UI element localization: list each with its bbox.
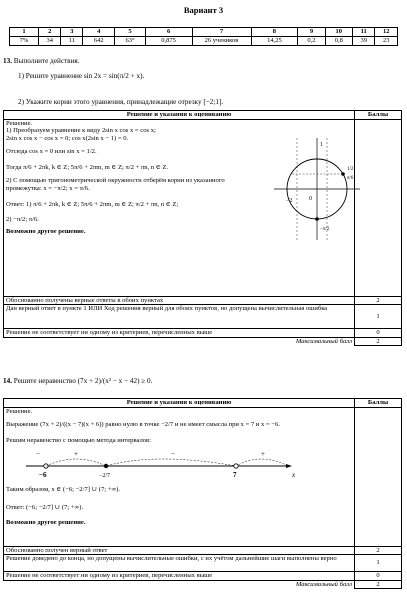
criterion-points: 2 (355, 546, 402, 555)
task14-table (3, 398, 402, 589)
criterion-text: Решение не соответствует ни одному из критериев, перечисленных выше (4, 572, 355, 581)
task14-solution-row (4, 407, 402, 546)
task13-heading (3, 57, 80, 65)
points-column-header: Баллы (355, 111, 402, 120)
answer-number: 3 (61, 28, 83, 37)
max-score-label: Максимальный балл (4, 337, 355, 346)
criterion-points: 1 (355, 305, 402, 329)
criteria-row (4, 572, 402, 581)
task13-line3: Отсюда cos x = 0 или sin x = 1/2. (6, 148, 97, 156)
answer-value: 642 (83, 37, 115, 46)
task13-other-solution: Возможно другое решение. (6, 227, 86, 235)
task13-solution-row (4, 119, 402, 296)
max-score-value: 2 (355, 337, 402, 346)
task13-header-row (4, 111, 402, 120)
answer-number: 4 (83, 28, 115, 37)
answer-number: 11 (352, 28, 374, 37)
point-7 (234, 464, 238, 468)
answer-value: 0,875 (145, 37, 192, 46)
solution-column-header: Решение и указания к оцениванию (4, 111, 355, 120)
answer-number: 10 (325, 28, 352, 37)
criterion-text: Обоснованно получен верный ответ (4, 546, 355, 555)
answer-value: 11 (61, 37, 83, 46)
task13-part2: 2) Укажите корни этого уравнения, принадлежащие отрезку [−2;1]. (18, 98, 224, 106)
criterion-points: 0 (355, 329, 402, 338)
criteria-row (4, 546, 402, 555)
max-score-label: Максимальный балл (4, 580, 355, 589)
answer-number: 6 (145, 28, 192, 37)
task13-line1: 1) Преобразуем уравнение к виду 2sin x cos x = cos x; (6, 127, 156, 135)
task14-number: 14. (3, 377, 12, 385)
number-line-arrow (286, 464, 292, 468)
answer-value: 0,2 (298, 37, 325, 46)
answer-number: 1 (10, 28, 39, 37)
axis-label-x: x (292, 471, 296, 480)
task13-line6: Ответ: 1) π/6 + 2πk, k ∈ Z; 5π/6 + 2πm, m ∈ Z; π/2 + πn, n ∈ Z; (6, 200, 179, 208)
point-pi-6 (341, 172, 345, 176)
answer-number: 7 (192, 28, 251, 37)
criterion-text: Решение не соответствует ни одному из критериев, перечисленных выше (4, 329, 355, 338)
criterion-points: 2 (355, 296, 402, 305)
task14-other-solution: Возможно другое решение. (6, 519, 86, 527)
sign-plus-middle: + (74, 450, 78, 459)
task13-table (3, 110, 402, 346)
circle-label-half: 1/2 (347, 166, 354, 172)
task13-part1: 1) Решите уравнение sin 2x = sin(π/2 + x). (18, 72, 145, 80)
max-score-value: 2 (355, 580, 402, 589)
answers-table (9, 27, 398, 46)
criteria-row (4, 305, 402, 329)
criterion-text: Решение доведено до конца, но допущены вычислительные ошибки, с их учётом дальнейшие шаги выполнены верно (4, 555, 355, 572)
label-7: 7 (233, 471, 237, 480)
trig-circle-diagram (272, 134, 362, 244)
answer-number: 2 (38, 28, 60, 37)
task14-line3: Таким образом, x ∈ (−6; −2/7] ∪ (7; +∞). (6, 486, 120, 494)
sign-minus-left: − (36, 450, 40, 459)
criterion-text: Обоснованно получены верные ответы в обоих пунктах (4, 296, 355, 305)
criteria-row (4, 555, 402, 572)
task14-line4: Ответ: (−6; −2/7] ∪ (7; +∞). (6, 503, 84, 511)
task14-solution-points (355, 407, 402, 546)
circle-label-zero: 0 (309, 195, 312, 202)
circle-label-minus-two: −2 (286, 197, 293, 204)
answer-value: 39 (352, 37, 374, 46)
task14-solution-cell (4, 407, 355, 546)
interval-number-line (6, 446, 306, 480)
answer-number: 8 (251, 28, 298, 37)
sign-arcs (46, 459, 288, 466)
point-minus-pi-2 (315, 217, 319, 221)
label-minus-2-7: −2/7 (99, 473, 111, 480)
task13-line5: 2) С помощью тригонометрической окружности отберём корни из указанного промежутка: x = −π/2; x = π/6. (6, 177, 225, 193)
answer-value: 14,25 (251, 37, 298, 46)
task13-line2: 2sin x cos x − cos x = 0; cos x(2sin x − 1) = 0. (6, 134, 129, 142)
answer-value: 26 учеников (192, 37, 251, 46)
answer-value: 0,8 (325, 37, 352, 46)
points-column-header: Баллы (355, 399, 402, 408)
task13-line7: 2) −π/2; π/6. (6, 216, 39, 224)
task14-solution-title: Решение. (6, 407, 33, 415)
answer-value: 23 (375, 37, 398, 46)
task13-line4: Тогда π/6 + 2πk, k ∈ Z; 5π/6 + 2πm, m ∈ Z; π/2 + πn, n ∈ Z. (6, 163, 168, 171)
max-score-row (4, 337, 402, 346)
criteria-row (4, 296, 402, 305)
task13-solution-title: Решение. (6, 119, 33, 127)
criterion-points: 1 (355, 555, 402, 572)
criterion-text: Дан верный ответ в пункте 1 ИЛИ Ход решения верный для обоих пунктов, но допущена вычислительная ошибка (4, 305, 355, 329)
variant-title: Вариант 3 (183, 5, 224, 15)
answers-number-row (10, 28, 398, 37)
answer-number: 9 (298, 28, 325, 37)
task13-solution-cell (4, 119, 355, 296)
label-minus-6: −6 (39, 471, 47, 480)
task14-header-row (4, 399, 402, 408)
answer-value: 34 (38, 37, 60, 46)
answer-value: 63° (115, 37, 145, 46)
circle-label-one: 1 (320, 141, 323, 148)
task13-number: 13. (3, 57, 12, 65)
criteria-row (4, 329, 402, 338)
answer-number: 5 (115, 28, 145, 37)
task14-line2: Решим неравенство с помощью метода интервалов: (6, 436, 152, 444)
solution-column-header: Решение и указания к оцениванию (4, 399, 355, 408)
task14-heading-text: Решите неравенство (7x + 2)/(x² − x − 42) ≥ 0. (13, 377, 153, 385)
circle-label-pi-6: π/6 (347, 175, 354, 181)
answer-number: 12 (375, 28, 398, 37)
sign-plus-right: + (261, 450, 265, 459)
answers-value-row (10, 37, 398, 46)
answer-value: 7% (10, 37, 39, 46)
task14-line1: Выражение (7x + 2)/((x − 7)(x + 6)) равно нулю в точке −2/7 и не имеет смысла при x = 7 и x = −6. (6, 421, 280, 429)
task14-heading (3, 377, 152, 385)
criterion-points: 0 (355, 572, 402, 581)
sign-minus-middle: − (171, 450, 175, 459)
max-score-row (4, 580, 402, 589)
circle-label-minus-pi-2: −π/2 (320, 226, 330, 232)
task13-heading-text: Выполните действия. (13, 57, 80, 65)
